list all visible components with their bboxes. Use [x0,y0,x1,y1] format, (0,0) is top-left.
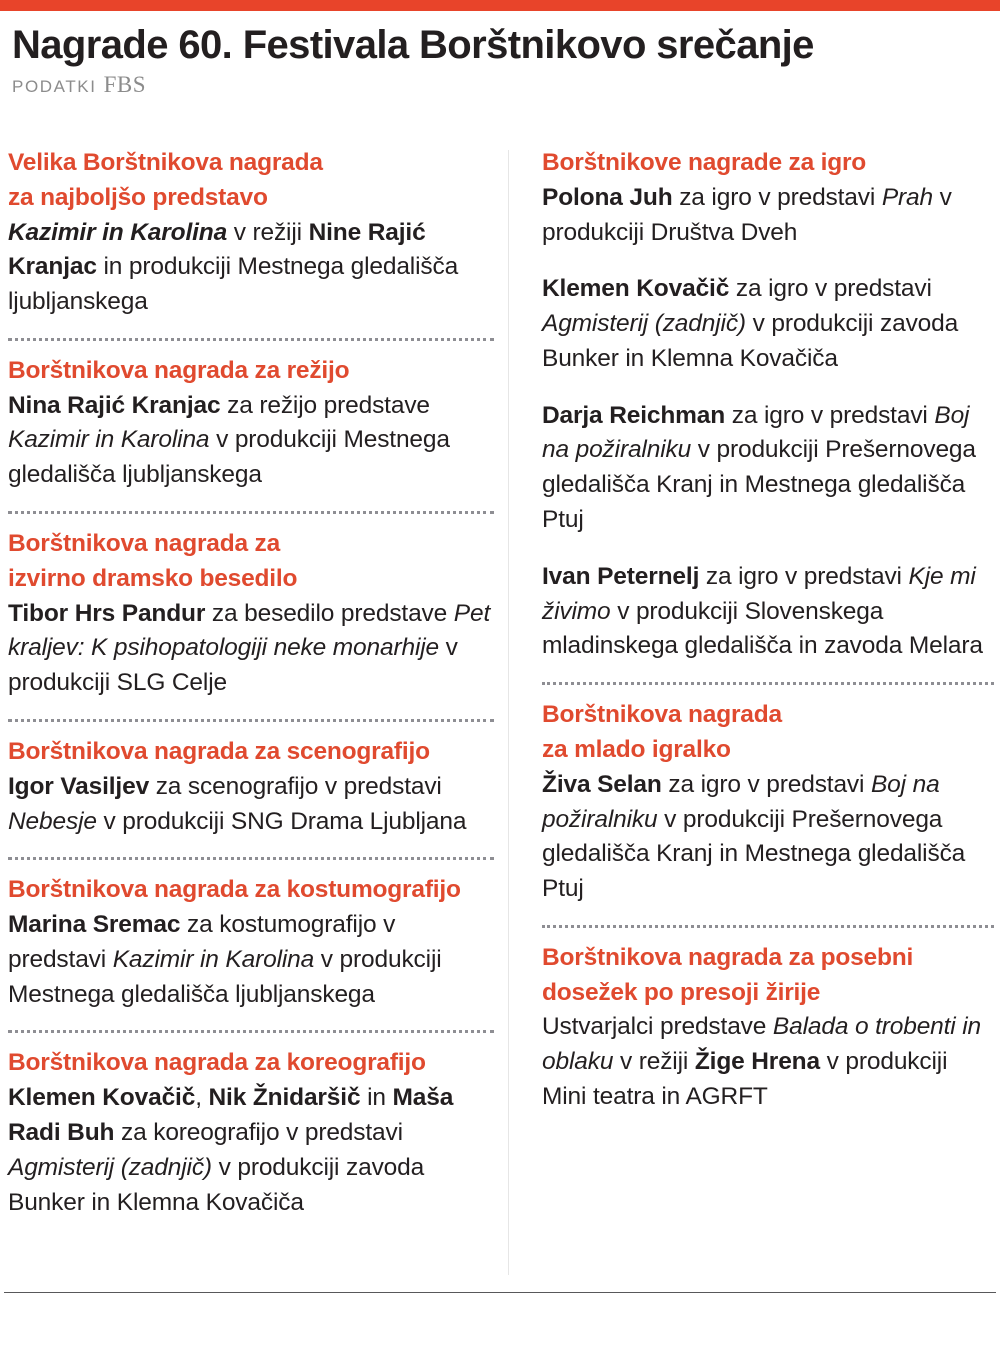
award-heading-line: za mlado igralko [542,735,731,763]
award-text-segment: za koreografijo v predstavi [114,1118,403,1146]
award-heading-line: Borštnikova nagrada za kostumografijo [8,876,461,904]
award-heading [8,735,494,770]
award-block [542,941,994,1115]
award-block [542,146,994,664]
award-text-segment: Živa Selan [542,770,662,798]
award-body [8,597,494,701]
dotted-separator [8,1030,494,1033]
award-body [542,1010,994,1114]
award-heading [8,354,494,389]
award-heading-line: Borštnikova nagrada za scenografijo [8,737,430,765]
award-text-segment: Nina Rajić Kranjac [8,391,221,419]
award-heading [8,1046,494,1081]
award-body [8,216,494,320]
dotted-separator [8,338,494,341]
award-text-segment: Agmisterij (zadnjič) [542,310,746,338]
award-text-segment: za scenografijo v predstavi [149,772,442,800]
award-heading [8,527,494,597]
award-text-segment: in produkciji Mestnega gledališča ljubljanskega [8,253,459,316]
award-text-segment: v produkciji Mini teatra in AGRFT [542,1048,948,1110]
top-accent-bar [0,0,1000,11]
dotted-separator [8,719,494,722]
source-credit [12,73,988,97]
bottom-rule [4,1292,996,1293]
dotted-separator [8,857,494,860]
award-text-segment: v produkciji Mestnega gledališča ljubljanskega [8,426,450,489]
dotted-separator [8,511,494,514]
award-text-segment: Žige Hrena [694,1048,820,1076]
award-text-segment: Tibor Hrs Pandur [8,599,206,627]
award-heading-line: Borštnikove nagrade za igro [542,149,867,176]
award-text-segment: v produkciji Prešernovega gledališča Kranj in Mestnega gledališča Ptuj [542,436,976,534]
award-text-segment: Klemen Kovačič [8,1084,196,1112]
award-heading-line: izvirno dramsko besedilo [8,564,298,592]
award-heading [8,873,494,908]
award-text-segment: Maša Radi Buh [8,1084,454,1146]
award-text-segment: Prah [881,183,933,211]
award-text-segment: Agmisterij (zadnjič) [8,1153,212,1181]
award-text-segment: Darja Reichman [542,401,726,429]
source-name: FBS [103,72,146,98]
award-text-segment: v produkciji zavoda Bunker in Klemna Kovačiča [542,310,959,372]
award-heading-line: Borštnikova nagrada [542,701,782,729]
award-heading [542,146,994,181]
award-text-segment: Pet kraljev: K psihopatologiji neke monarhije [8,599,491,662]
award-text-segment: v produkciji Prešernovega gledališča Kranj in Mestnega gledališča Ptuj [542,805,966,903]
award-block [542,698,994,907]
award-text-segment: v produkciji SLG Celje [8,634,458,697]
award-text-segment: za kostumografijo v predstavi [8,911,396,973]
award-text-segment: Kazimir in Karolina [112,945,315,973]
award-text-segment: za besedilo predstave [205,599,454,627]
award-heading-line: Borštnikova nagrada za [8,530,280,558]
award-heading [8,146,494,216]
award-columns [0,146,1000,1220]
award-text-segment: Boj na požiralniku [542,401,970,464]
award-text-segment: Boj na požiralniku [542,770,940,833]
award-text-segment: Balada o trobenti in oblaku [542,1013,982,1076]
award-text-segment: Kje mi živimo [542,562,976,625]
award-text-segment: za igro v predstavi [672,183,882,211]
award-text-segment: Nebesje [8,807,97,835]
award-text-segment: v produkciji SNG Drama Ljubljana [96,807,467,835]
award-text-segment: Kazimir in Karolina [8,426,210,454]
award-text-segment: v produkciji Mestnega gledališča ljubljanskega [8,945,442,1008]
dotted-separator [542,925,994,928]
award-block [8,1046,494,1220]
award-body [8,908,494,1012]
award-text-segment: Nik Žnidaršič [208,1084,361,1112]
award-text-segment: za igro v predstavi [699,562,909,590]
award-heading-line: za najboljšo predstavo [8,183,268,211]
right-column [512,146,1000,1115]
award-block [8,354,494,493]
award-text-segment: Klemen Kovačič [542,275,730,303]
award-text-segment: za igro v predstavi [725,401,935,429]
award-text-segment: v režiji [613,1048,695,1076]
award-text-segment: za igro v predstavi [661,770,871,798]
dotted-separator [542,682,994,685]
award-heading [542,941,994,1011]
source-kicker: PODATKI [12,77,97,97]
award-text-segment: Marina Sremac [8,911,181,939]
award-text-segment: Kazimir in Karolina [8,218,228,246]
award-heading [542,698,994,768]
award-body [8,1081,494,1220]
award-text-segment: in [360,1084,393,1112]
award-text-segment: v režiji [227,218,309,246]
award-body [542,560,994,664]
header [12,24,988,97]
award-text-segment: v produkciji zavoda Bunker in Klemna Kovačiča [8,1153,425,1216]
award-text-segment: Igor Vasiljev [8,772,150,800]
award-text-segment: Polona Juh [542,183,673,211]
award-heading-line: Borštnikova nagrada za koreografijo [8,1049,426,1077]
award-text-segment: v produkciji Slovenskega mladinskega gledališča in zavoda Melara [542,597,983,660]
award-body [8,389,494,493]
award-body [542,768,994,907]
award-text-segment: za igro v predstavi [729,275,932,303]
award-body [542,181,994,251]
award-text-segment: za režijo predstave [220,391,430,419]
award-heading-line: Velika Borštnikova nagrada [8,149,323,176]
award-heading-line: Borštnikova nagrada za režijo [8,356,350,384]
award-text-segment: Nine Rajić Kranjac [8,218,426,281]
award-text-segment: , [195,1084,209,1112]
award-body [542,272,994,376]
award-body [542,399,994,538]
award-block [8,527,494,701]
award-heading-line: Borštnikova nagrada za posebni [542,943,914,971]
award-block [8,735,494,839]
award-text-segment: v produkciji Društva Dveh [542,183,952,246]
award-text-segment: Ivan Peternelj [542,562,700,590]
left-column [0,146,512,1220]
award-block [8,146,494,320]
award-text-segment: Ustvarjalci predstave [542,1013,773,1041]
award-heading-line: dosežek po presoji žirije [542,978,821,1006]
award-block [8,873,494,1012]
page-title: Nagrade 60. Festivala Borštnikovo srečanje [12,23,814,67]
award-body [8,770,494,840]
